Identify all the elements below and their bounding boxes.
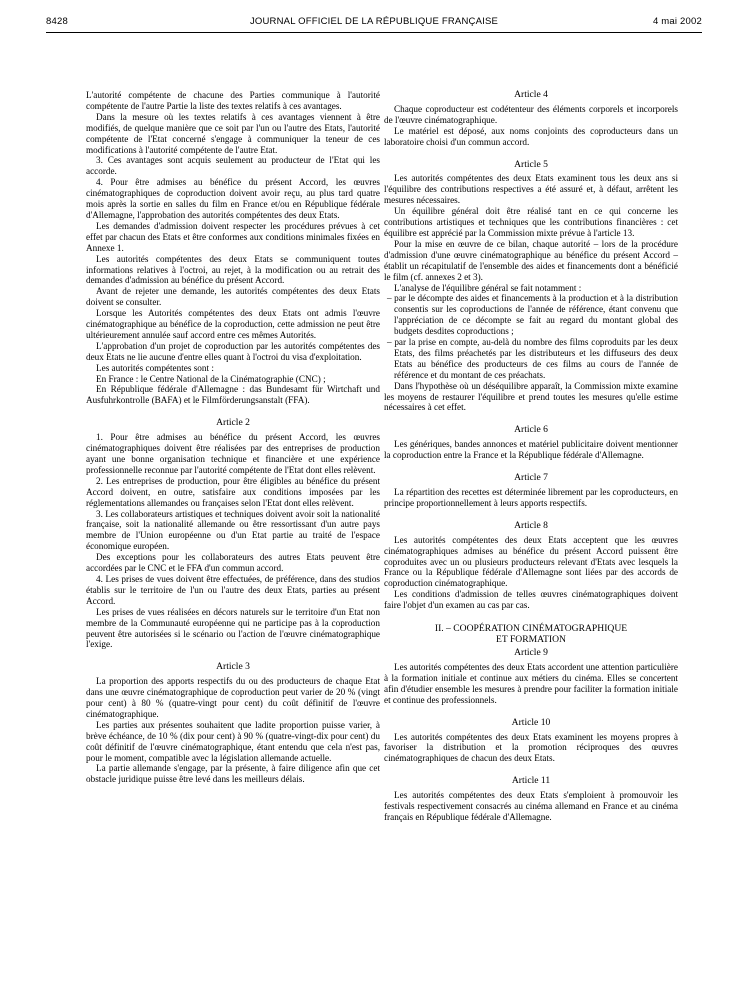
paragraph: Les prises de vues réalisées en décors naturels sur le territoire d'un Etat non membre de la Communauté européenne qui ne participe pas à la coproduction peuvent être autorisées si le scénario ou l'action de l'œuvre cinématographique l'exige.: [86, 606, 380, 650]
paragraph: Le matériel est déposé, aux noms conjoints des coproducteurs dans un laboratoire choisi d'un commun accord.: [384, 125, 678, 147]
paragraph: 2. Les entreprises de production, pour être éligibles au bénéfice du présent Accord doivent, en outre, satisfaire aux conditions imposées par les réglementations allemandes ou françaises selon l'Etat dont elles relèvent.: [86, 475, 380, 508]
list-item: – par le décompte des aides et financements à la production et à la distribution consentis sur les coproductions de l'année de référence, étant convenu que l'appréciation de ce décompte se fait au regard du montant global des budgets desdites coproductions ;: [387, 293, 678, 337]
paragraph: L'autorité compétente de chacune des Parties communique à l'autorité compétente de l'autre Partie la liste des textes relatifs à ces avantages.: [86, 90, 380, 111]
paragraph: L'approbation d'un projet de coproduction par les autorités compétentes des deux Etats ne lie aucune d'entre elles quant à l'octroi du visa d'exploitation.: [86, 340, 380, 362]
paragraph: Les autorités compétentes des deux Etats examinent les moyens propres à favoriser la distribution et la promotion réciproques des œuvres cinématographiques de chacun des deux Etats.: [384, 731, 678, 764]
paragraph: Les parties aux présentes souhaitent que ladite proportion puisse varier, à brève échéance, de 10 % (dix pour cent) à 90 % (quatre-vingt-dix pour cent) du coût définitif de l'œuvre cinématographique, étant entendu que cela n'est pas, pour le moment, compatible avec la législation allemande actuelle.: [86, 719, 380, 763]
paragraph: Les demandes d'admission doivent respecter les procédures prévues à cet effet par chacun des Etats et être conformes aux conditions minimales fixées en Annexe 1.: [86, 220, 380, 253]
paragraph: Dans la mesure où les textes relatifs à ces avantages viennent à être modifiés, de quelque manière que ce soit par l'un ou l'autre des Etats, l'autorité compétente de l'Etat concerné s'engage à communiquer la teneur de ces modifications à l'autorité compétente de l'autre Etat.: [86, 111, 380, 155]
section-heading-line: ET FORMATION: [496, 634, 566, 646]
paragraph: Les autorités compétentes des deux Etats s'emploient à promouvoir les festivals respectivement consacrés au cinéma allemand en France et au cinéma français en République fédérale d'Allemagne.: [384, 790, 678, 822]
article-heading: Article 7: [514, 472, 548, 484]
right-column: [384, 90, 678, 823]
paragraph: Pour la mise en œuvre de ce bilan, chaque autorité – lors de la procédure d'admission d'une œuvre cinématographique au bénéfice du présent Accord – établit un récapitulatif de l'ensemble des aides et financements dont a bénéficié le film (cf. annexes 2 et 3).: [384, 238, 678, 282]
list-item: – par la prise en compte, au-delà du nombre des films coproduits par les deux Etats, des films préachetés par les distributeurs et les diffuseurs des deux Etats au bénéfice des producteurs de ces films au cours de l'année de référence et du montant de ces préachats.: [387, 337, 678, 380]
article-heading: Article 8: [514, 519, 548, 531]
paragraph: Dans l'hypothèse où un déséquilibre apparaît, la Commission mixte examine les moyens de restaurer l'équilibre et prend toutes les mesures qu'elle estime nécessaires à cet effet.: [384, 380, 678, 413]
article-heading: Article 9: [514, 647, 548, 659]
paragraph: 1. Pour être admises au bénéfice du présent Accord, les œuvres cinématographiques doivent être réalisées par des entreprises de production ayant une bonne organisation technique et financière et une expérience professionnelle reconnue par l'autorité compétente de l'Etat dont elles relèvent.: [86, 432, 380, 475]
paragraph: Les autorités compétentes des deux Etats accordent une attention particulière à la formation initiale et continue aux métiers du cinéma. Elles se concertent afin d'étudier ensemble les mesures à prendre pour faciliter la formation initiale et continue des professionnels.: [384, 661, 678, 705]
publication-date: 4 mai 2002: [652, 16, 702, 27]
left-column: [86, 90, 380, 785]
paragraph: Les conditions d'admission de telles œuvres cinématographiques doivent faire l'objet d'un examen au cas par cas.: [384, 589, 678, 611]
article-heading: Article 3: [216, 661, 250, 673]
paragraph: Les autorités compétentes sont :: [96, 362, 214, 373]
article-heading: Article 6: [514, 424, 548, 436]
article-heading: Article 4: [514, 89, 548, 100]
paragraph: Avant de rejeter une demande, les autorités compétentes des deux Etats doivent se consulter.: [86, 286, 380, 308]
article-heading: Article 10: [511, 716, 551, 728]
paragraph: En République fédérale d'Allemagne : das Bundesamt für Wirtchaft und Ausfuhrkontrolle (BAFA) et le Filmförderungsanstalt (FFA).: [86, 384, 380, 406]
section-heading-line: II. – COOPÉRATION CINÉMATOGRAPHIQUE: [434, 623, 628, 635]
bullet-list: [384, 293, 678, 380]
paragraph: Un équilibre général doit être réalisé tant en ce qui concerne les contributions artistiques et techniques que les contributions financières : cet équilibre est apprécié par la Commission mixte prévue à l'article 13.: [384, 206, 678, 238]
paragraph: 3. Ces avantages sont acquis seulement au producteur de l'Etat qui les accorde.: [86, 155, 380, 177]
article-heading: Article 5: [514, 158, 548, 170]
paragraph: Chaque coproducteur est codétenteur des éléments corporels et incorporels de l'œuvre cinématographique.: [384, 103, 678, 125]
section-heading: [384, 623, 678, 645]
paragraph: La partie allemande s'engage, par la présente, à faire diligence afin que cet obstacle juridique puisse être levé dans les meilleurs délais.: [86, 763, 380, 785]
journal-title: JOURNAL OFFICIEL DE LA RÉPUBLIQUE FRANÇAISE: [249, 16, 499, 27]
paragraph: La répartition des recettes est déterminée librement par les coproducteurs, en principe proportionnellement à leurs apports respectifs.: [384, 487, 678, 508]
paragraph: 4. Pour être admises au bénéfice du présent Accord, les œuvres cinématographiques de coproduction doivent avoir reçu, au plus tard quatre mois après la sortie en salles du film en France et/ou en République fédérale d'Allemagne, l'approbation des autorités compétentes des deux Etats.: [86, 177, 380, 220]
paragraph: Les autorités compétentes des deux Etats acceptent que les œuvres cinématographiques admises au bénéfice du présent Accord puissent être coproduites avec un ou plusieurs producteurs relevant d'Etats avec lesquels la France ou la République fédérale d'Allemagne sont liées par des accords de coproduction cinématographique.: [384, 534, 678, 589]
page-number: 8428: [46, 16, 68, 27]
article-heading: Article 2: [216, 417, 250, 429]
page-header: [46, 14, 702, 33]
paragraph: Lorsque les Autorités compétentes des deux Etats ont admis l'œuvre cinématographique au bénéfice de la coproduction, cette admission ne peut être ultérieurement annulée sauf accord entre ces mêmes Autorités.: [86, 308, 380, 340]
paragraph: Les autorités compétentes des deux Etats examinent tous les deux ans si l'équilibre des contributions respectives a été assuré et, à défaut, arrêtent les mesures nécessaires.: [384, 173, 678, 206]
paragraph: La proportion des apports respectifs du ou des producteurs de chaque Etat dans une œuvre cinématographique de coproduction peut varier de 20 % (vingt pour cent) à 80 % (quatre-vingt pour cent) du coût définitif de l'œuvre cinématographique.: [86, 676, 380, 719]
paragraph: En France : le Centre National de la Cinématographie (CNC) ;: [96, 373, 326, 384]
paragraph: 4. Les prises de vues doivent être effectuées, de préférence, dans des studios établis sur le territoire de l'un ou l'autre des deux Etats, parties au présent Accord.: [86, 573, 380, 606]
article-heading: Article 11: [511, 775, 551, 787]
paragraph: Des exceptions pour les collaborateurs des autres Etats peuvent être accordées par le CNC et le FFA d'un commun accord.: [86, 552, 380, 574]
paragraph: Les autorités compétentes des deux Etats se communiquent toutes informations relatives à l'octroi, au rejet, à la modification ou au retrait des demandes d'admission au bénéfice du présent Accord.: [86, 253, 380, 286]
paragraph: Les génériques, bandes annonces et matériel publicitaire doivent mentionner la coproduction entre la France et la République fédérale d'Allemagne.: [384, 439, 678, 461]
paragraph: L'analyse de l'équilibre général se fait notamment :: [394, 282, 582, 293]
paragraph: 3. Les collaborateurs artistiques et techniques doivent avoir soit la nationalité française, soit la nationalité allemande ou être ressortissant d'un autre pays membre de l'Union européenne ou d'un Etat partie au traité de l'espace économique européen.: [86, 508, 380, 552]
